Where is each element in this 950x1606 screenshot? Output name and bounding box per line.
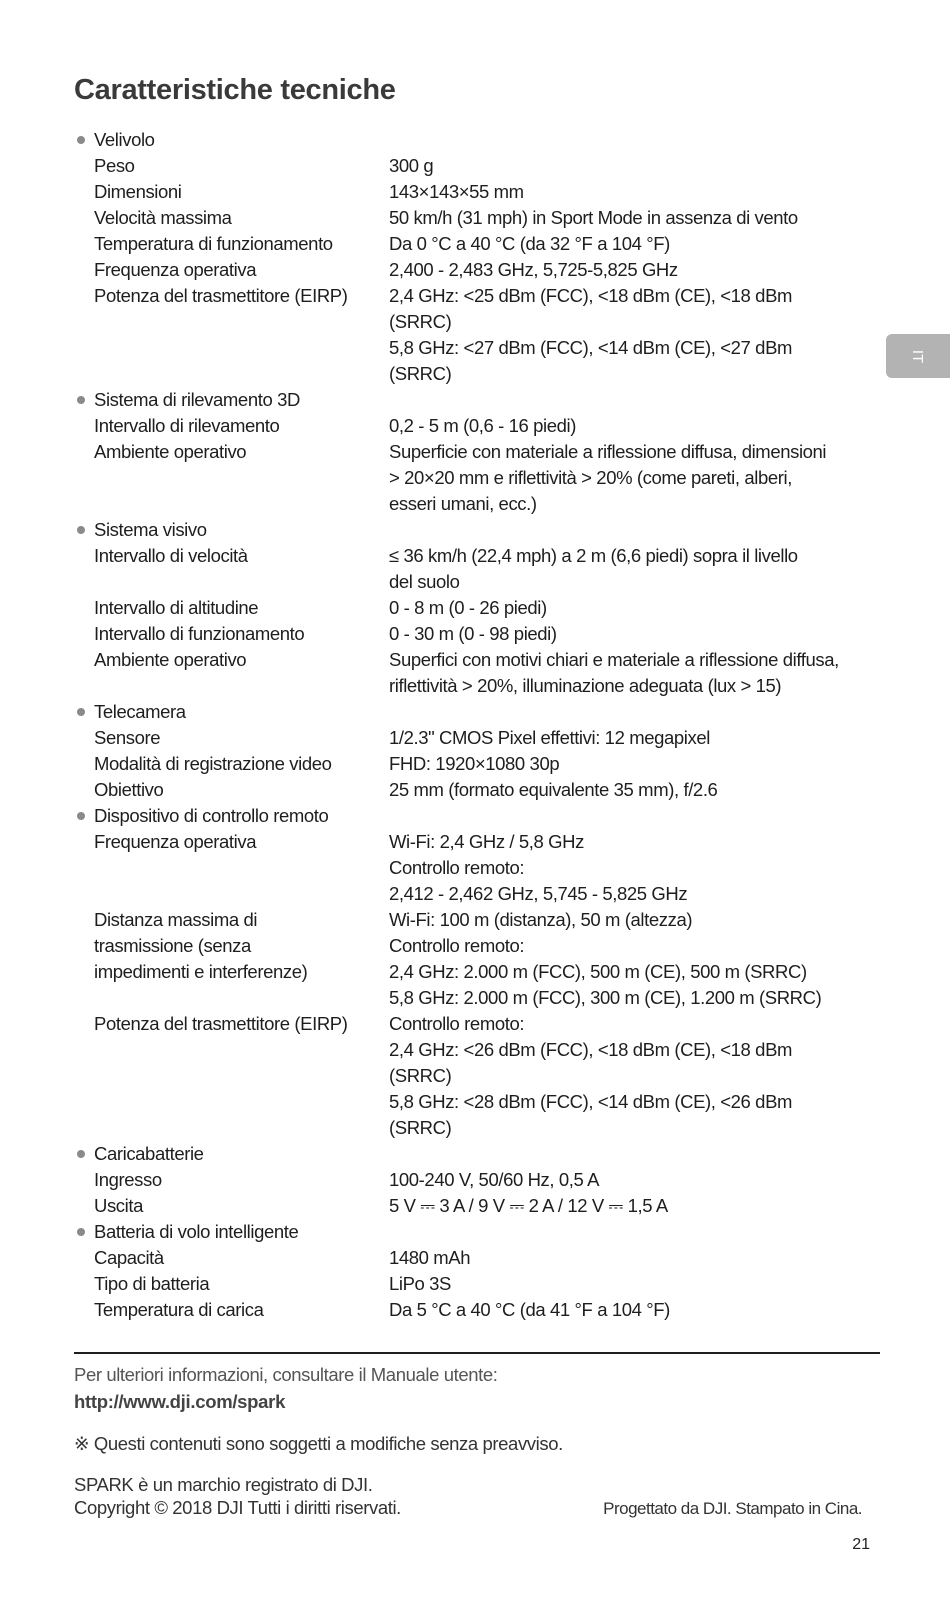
spec-label: Frequenza operativa <box>94 259 257 280</box>
spec-list <box>74 127 894 1323</box>
spec-row <box>74 439 894 517</box>
spec-row <box>74 595 894 621</box>
section-title: Telecamera <box>74 699 894 725</box>
spec-value: 0 - 30 m (0 - 98 piedi) <box>389 623 557 644</box>
section-title: Velivolo <box>74 127 894 153</box>
spec-value: 25 mm (formato equivalente 35 mm), f/2.6 <box>389 779 718 800</box>
spec-section <box>74 517 894 699</box>
spec-value: 5 V ⎓ 3 A / 9 V ⎓ 2 A / 12 V ⎓ 1,5 A <box>389 1195 668 1216</box>
page-number: 21 <box>852 1536 870 1553</box>
spec-value: 100-240 V, 50/60 Hz, 0,5 A <box>389 1169 600 1190</box>
spec-section <box>74 1219 894 1323</box>
spec-section <box>74 387 894 517</box>
trademark-text: SPARK è un marchio registrato di DJI. <box>74 1474 373 1495</box>
spec-row <box>74 153 894 179</box>
disclaimer-text: ※ Questi contenuti sono soggetti a modifiche senza preavviso. <box>74 1433 563 1454</box>
spec-row <box>74 283 894 387</box>
spec-label: Uscita <box>94 1195 143 1216</box>
spec-row <box>74 647 894 699</box>
spec-section <box>74 803 894 1141</box>
spec-label: Intervallo di velocità <box>94 545 248 566</box>
spec-row <box>74 543 894 595</box>
spec-label: Temperatura di carica <box>94 1299 264 1320</box>
spec-row <box>74 1245 894 1271</box>
spec-label: Potenza del trasmettitore (EIRP) <box>94 1013 348 1034</box>
spec-row <box>74 231 894 257</box>
spec-value: 143×143×55 mm <box>389 181 524 202</box>
spec-value: Wi-Fi: 2,4 GHz / 5,8 GHz Controllo remoto: 2,412 - 2,462 GHz, 5,745 - 5,825 GHz <box>389 831 688 904</box>
spec-row <box>74 1297 894 1323</box>
section-title: Sistema visivo <box>74 517 894 543</box>
copyright-text: Copyright © 2018 DJI Tutti i diritti riservati. <box>74 1497 401 1518</box>
spec-row <box>74 1271 894 1297</box>
spec-row <box>74 621 894 647</box>
section-title: Batteria di volo intelligente <box>74 1219 894 1245</box>
spec-row <box>74 205 894 231</box>
spec-label: Obiettivo <box>94 779 164 800</box>
spec-label: Ambiente operativo <box>94 649 247 670</box>
spec-value: Controllo remoto: 2,4 GHz: <26 dBm (FCC), <18 dBm (CE), <18 dBm (SRRC) 5,8 GHz: <28 dBm (FCC), <14 dBm (CE), <26 dBm (SRRC) <box>389 1013 793 1138</box>
language-tab-label: IT <box>909 349 927 363</box>
spec-value: ≤ 36 km/h (22,4 mph) a 2 m (6,6 piedi) sopra il livello del suolo <box>389 545 798 592</box>
spec-value: 50 km/h (31 mph) in Sport Mode in assenza di vento <box>389 207 798 228</box>
spec-row <box>74 777 894 803</box>
spec-label: Intervallo di funzionamento <box>94 623 305 644</box>
spec-row <box>74 751 894 777</box>
spec-row <box>74 1193 894 1219</box>
spec-section <box>74 699 894 803</box>
spec-row <box>74 725 894 751</box>
spec-value: 2,4 GHz: <25 dBm (FCC), <18 dBm (CE), <18 dBm (SRRC) 5,8 GHz: <27 dBm (FCC), <14 dBm (CE), <27 dBm (SRRC) <box>389 285 793 384</box>
spec-row <box>74 1167 894 1193</box>
spec-value: LiPo 3S <box>389 1273 451 1294</box>
spec-value: 0 - 8 m (0 - 26 piedi) <box>389 597 547 618</box>
spec-label: Tipo di batteria <box>94 1273 210 1294</box>
spec-value: 1480 mAh <box>389 1247 471 1268</box>
spec-label: Ambiente operativo <box>94 441 247 462</box>
spec-value: Superficie con materiale a riflessione diffusa, dimensioni > 20×20 mm e riflettività > 20% (come pareti, alberi, esseri umani, ecc.) <box>389 441 827 514</box>
section-title: Caricabatterie <box>74 1141 894 1167</box>
spec-label: Sensore <box>94 727 161 748</box>
spec-row <box>74 829 894 907</box>
spec-section <box>74 127 894 387</box>
spec-row <box>74 1011 894 1141</box>
spec-label: Peso <box>94 155 135 176</box>
spec-value: Da 5 °C a 40 °C (da 41 °F a 104 °F) <box>389 1299 670 1320</box>
page-title: Caratteristiche tecniche <box>74 74 396 106</box>
spec-value: Wi-Fi: 100 m (distanza), 50 m (altezza) Controllo remoto: 2,4 GHz: 2.000 m (FCC), 500 m (CE), 500 m (SRRC) 5,8 GHz: 2.000 m (FCC), 300 m (CE), 1.200 m (SRRC) <box>389 909 822 1008</box>
spec-label: Ingresso <box>94 1169 162 1190</box>
spec-value: 0,2 - 5 m (0,6 - 16 piedi) <box>389 415 577 436</box>
section-title: Dispositivo di controllo remoto <box>74 803 894 829</box>
made-in-text: Progettato da DJI. Stampato in Cina. <box>603 1499 862 1518</box>
spec-value: 1/2.3" CMOS Pixel effettivi: 12 megapixel <box>389 727 710 748</box>
spec-label: Velocità massima <box>94 207 232 228</box>
spec-value: FHD: 1920×1080 30p <box>389 753 560 774</box>
section-title: Sistema di rilevamento 3D <box>74 387 894 413</box>
language-tab <box>886 334 950 378</box>
spec-label: Intervallo di altitudine <box>94 597 259 618</box>
spec-label: Intervallo di rilevamento <box>94 415 280 436</box>
spec-value: Superfici con motivi chiari e materiale a riflessione diffusa, riflettività > 20%, illuminazione adeguata (lux > 15) <box>389 649 839 696</box>
spec-row <box>74 907 894 1011</box>
footer-divider <box>74 1352 880 1354</box>
spec-label: Modalità di registrazione video <box>94 753 332 774</box>
spec-label: Frequenza operativa <box>94 831 257 852</box>
spec-label: Distanza massima di trasmissione (senza impedimenti e interferenze) <box>94 909 308 982</box>
spec-label: Capacità <box>94 1247 164 1268</box>
spec-label: Temperatura di funzionamento <box>94 233 333 254</box>
manual-link[interactable]: http://www.dji.com/spark <box>74 1391 286 1412</box>
spec-value: 300 g <box>389 155 434 176</box>
spec-row <box>74 413 894 439</box>
spec-value: Da 0 °C a 40 °C (da 32 °F a 104 °F) <box>389 233 670 254</box>
spec-label: Potenza del trasmettitore (EIRP) <box>94 285 348 306</box>
spec-label: Dimensioni <box>94 181 182 202</box>
more-info-text: Per ulteriori informazioni, consultare il Manuale utente: <box>74 1364 498 1385</box>
spec-row <box>74 257 894 283</box>
spec-row <box>74 179 894 205</box>
spec-value: 2,400 - 2,483 GHz, 5,725-5,825 GHz <box>389 259 678 280</box>
spec-section <box>74 1141 894 1219</box>
